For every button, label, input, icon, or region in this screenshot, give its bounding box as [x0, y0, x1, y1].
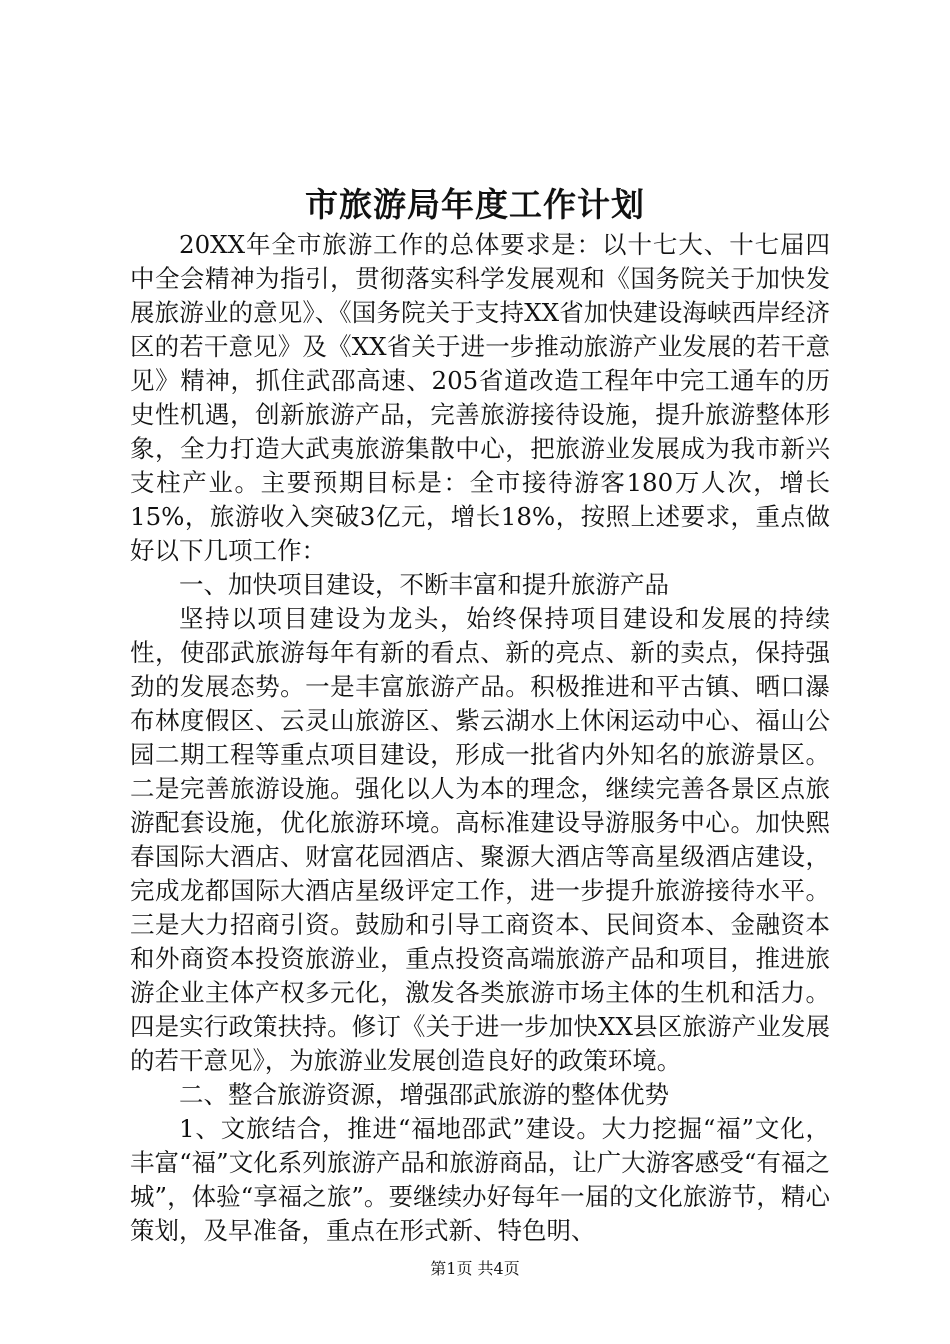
paragraph-section-1: 坚持以项目建设为龙头，始终保持项目建设和发展的持续性，使邵武旅游每年有新的看点、新的亮点、新的卖点，保持强劲的发展态势。一是丰富旅游产品。积极推进和平古镇、晒口瀑布林度假区、云灵山旅游区、紫云湖水上休闲运动中心、福山公园二期工程等重点项目建设，形成一批省内外知名的旅游景区。二是完善旅游设施。强化以人为本的理念，继续完善各景区点旅游配套设施，优化旅游环境。高标准建设导游服务中心。加快熙春国际大酒店、财富花园酒店、聚源大酒店等高星级酒店建设，完成龙都国际大酒店星级评定工作，进一步提升旅游接待水平。三是大力招商引资。鼓励和引导工商资本、民间资本、金融资本和外商资本投资旅游业，重点投资高端旅游产品和项目，推进旅游企业主体产权多元化，激发各类旅游市场主体的生机和活力。四是实行政策扶持。修订《关于进一步加快XX县区旅游产业发展的若干意见》，为旅游业发展创造良好的政策环境。 [130, 604, 830, 1075]
document-title: 市旅游局年度工作计划 [305, 185, 645, 224]
document-body [130, 228, 830, 1248]
section-heading-1: 一、加快项目建设，不断丰富和提升旅游产品 [179, 570, 669, 599]
paragraph-intro: 20XX年全市旅游工作的总体要求是：以十七大、十七届四中全会精神为指引，贯彻落实科学发展观和《国务院关于加快发展旅游业的意见》、《国务院关于支持XX省加快建设海峡西岸经济区的若干意见》及《XX省关于进一步推动旅游产业发展的若干意见》精神，抓住武邵高速、205省道改造工程年中完工通车的历史性机遇，创新旅游产品，完善旅游接待设施，提升旅游整体形象，全力打造大武夷旅游集散中心，把旅游业发展成为我市新兴支柱产业。主要预期目标是：全市接待游客180万人次，增长15%，旅游收入突破3亿元，增长18%，按照上述要求，重点做好以下几项工作： [130, 230, 830, 565]
paragraph-section-2-item-1: 1、文旅结合，推进“福地邵武”建设。大力挖掘“福”文化，丰富“福”文化系列旅游产品和旅游商品，让广大游客感受“有福之城”，体验“享福之旅”。要继续办好每年一届的文化旅游节，精心策划，及早准备，重点在形式新、特色明、 [130, 1114, 830, 1245]
section-heading-2: 二、整合旅游资源，增强邵武旅游的整体优势 [179, 1080, 669, 1109]
page-footer: 第1页 共4页 [430, 1259, 520, 1278]
